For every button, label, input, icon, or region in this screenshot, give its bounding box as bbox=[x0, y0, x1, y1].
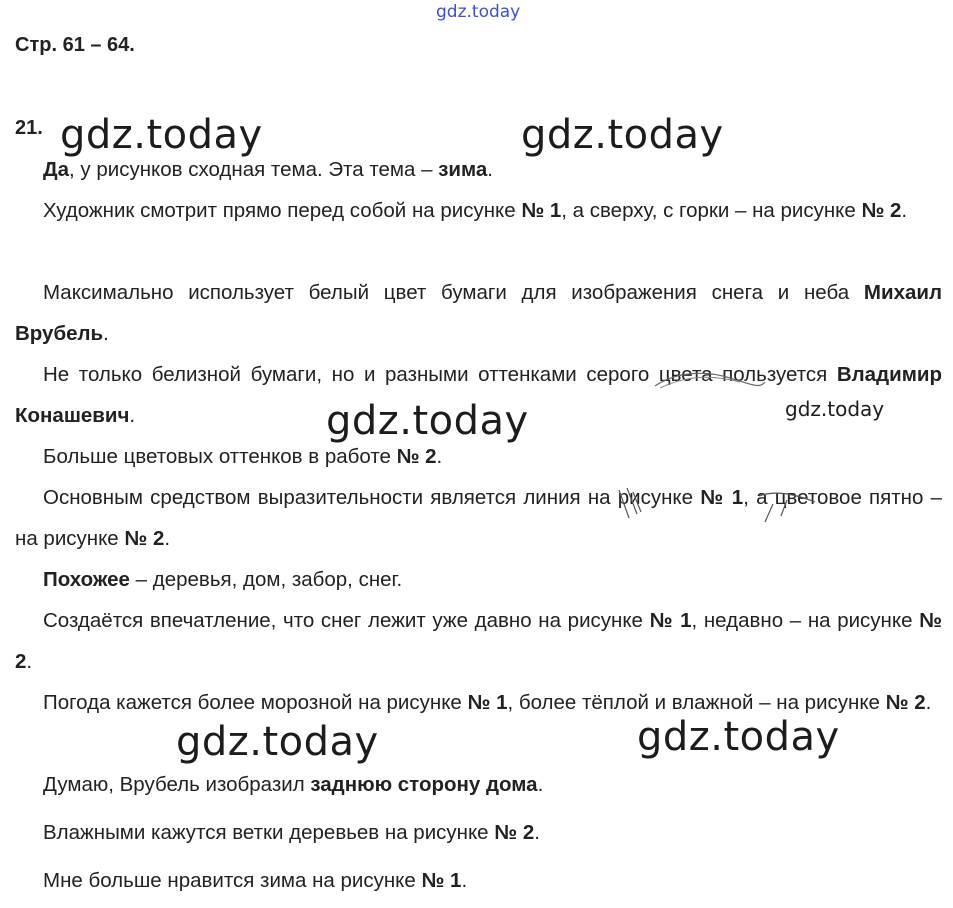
answer-paragraph: Не только белизной бумаги, но и разными оттенками серого цвета пользуется Владимир Конашевич. bbox=[15, 363, 942, 427]
scribble-mark bbox=[615, 482, 655, 522]
answer-paragraph: Художник смотрит прямо перед собой на рисунке № 1, а сверху, с горки – на рисунке № 2. bbox=[43, 199, 908, 222]
answer-paragraph: Основным средством выразительности является линия на рисунке № 1, а цветовое пятно – на рисунке № 2. bbox=[15, 486, 942, 550]
answer-paragraph: Да, у рисунков сходная тема. Эта тема – зима. bbox=[43, 158, 493, 181]
answer-paragraph: Создаётся впечатление, что снег лежит уже давно на рисунке № 1, недавно – на рисунке № 2. bbox=[15, 609, 943, 673]
scribble-mark bbox=[650, 364, 770, 394]
watermark: gdz.today bbox=[176, 719, 379, 765]
page-reference: Стр. 61 – 64. bbox=[15, 34, 135, 56]
scribble-mark bbox=[755, 486, 825, 526]
answer-paragraph: Думаю, Врубель изобразил заднюю сторону дома. bbox=[43, 773, 544, 796]
answer-paragraph: Больше цветовых оттенков в работе № 2. bbox=[43, 445, 443, 468]
watermark: gdz.today bbox=[785, 397, 885, 421]
watermark: gdz.today bbox=[326, 398, 529, 444]
answer-paragraph: Мне больше нравится зима на рисунке № 1. bbox=[43, 869, 468, 892]
answer-paragraph: Влажными кажутся ветки деревьев на рисунке № 2. bbox=[43, 821, 540, 844]
task-number: 21. bbox=[15, 117, 43, 139]
answer-paragraph: Максимально использует белый цвет бумаги для изображения снега и неба Михаил Врубель. bbox=[15, 281, 942, 345]
watermark: gdz.today bbox=[60, 112, 263, 158]
watermark-top: gdz.today bbox=[436, 2, 521, 22]
answer-paragraph: Погода кажется более морозной на рисунке № 1, более тёплой и влажной – на рисунке № 2. bbox=[43, 691, 932, 714]
answer-paragraph: Похожее – деревья, дом, забор, снег. bbox=[43, 568, 403, 591]
watermark: gdz.today bbox=[637, 714, 840, 760]
watermark: gdz.today bbox=[521, 112, 724, 158]
